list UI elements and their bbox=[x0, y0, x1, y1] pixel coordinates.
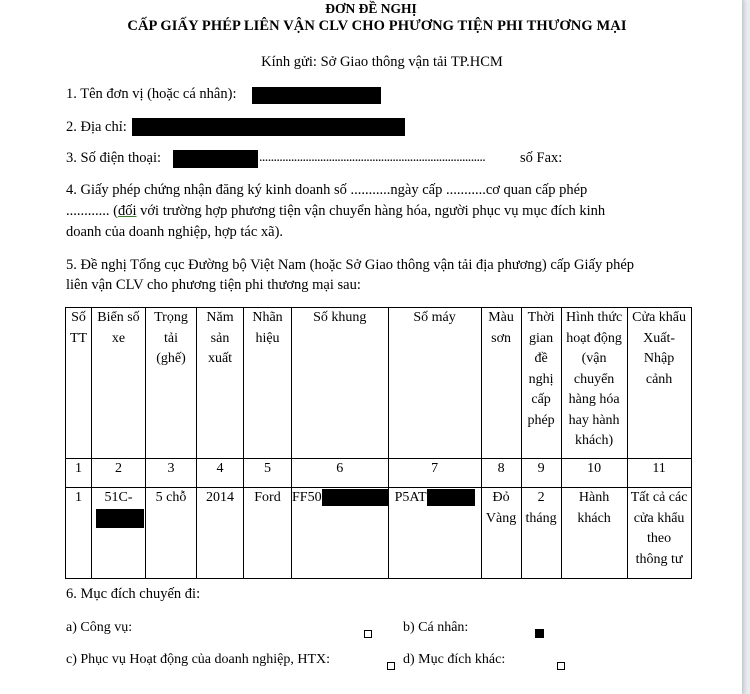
cell-line: chuyển bbox=[573, 371, 615, 387]
cell-line: Cửa khẩu bbox=[632, 310, 686, 325]
cell-line: đề bbox=[534, 351, 548, 366]
doc-title: ĐƠN ĐỀ NGHỊ bbox=[325, 1, 417, 16]
checkbox-ca-nhan[interactable] bbox=[535, 629, 544, 638]
cell-line: hoạt động bbox=[566, 330, 622, 346]
cell-line: Hình thức bbox=[565, 310, 623, 325]
header-cell bbox=[146, 308, 197, 459]
column-number: 8 bbox=[481, 459, 521, 488]
cell-line: cấp bbox=[531, 392, 551, 407]
header-cell bbox=[388, 308, 481, 459]
header-cell bbox=[92, 308, 146, 459]
cell-line: nghị bbox=[528, 371, 554, 387]
column-number: 4 bbox=[197, 459, 244, 488]
cell-line: (ghế) bbox=[156, 351, 186, 366]
cell-line: khách bbox=[577, 510, 611, 526]
cell-duration bbox=[521, 488, 561, 579]
item5-line1: 5. Đề nghị Tổng cục Đường bộ Việt Nam (hoặc Sở Giao thông vận tải địa phương) cấp Giấy phép bbox=[66, 257, 635, 273]
cell-line: Hành bbox=[578, 490, 610, 505]
cell-line: phép bbox=[527, 412, 555, 428]
option-a-label: a) Công vụ: bbox=[66, 620, 133, 635]
cell-capacity: 5 chỗ bbox=[146, 488, 197, 579]
column-number: 3 bbox=[146, 459, 197, 488]
item4-line1: 4. Giấy phép chứng nhận đăng ký kinh doanh số ...........ngày cấp ...........cơ quan cấp phép bbox=[66, 182, 588, 198]
doc-subtitle: CẤP GIẤY PHÉP LIÊN VẬN CLV CHO PHƯƠNG TIỆN PHI THƯƠNG MẠI bbox=[127, 18, 627, 34]
item5-line2: liên vận CLV cho phương tiện phi thương mại sau: bbox=[66, 277, 361, 293]
column-number: 1 bbox=[66, 459, 92, 488]
redacted-phone bbox=[173, 150, 258, 168]
cell-line: 2 bbox=[537, 490, 545, 505]
item1-label: 1. Tên đơn vị (hoặc cá nhân): bbox=[66, 86, 237, 102]
redacted-plate bbox=[96, 509, 144, 528]
cell-line: xuất bbox=[207, 351, 233, 366]
column-number: 7 bbox=[388, 459, 481, 488]
cell-line: Màu bbox=[488, 310, 514, 325]
cell-line: sơn bbox=[491, 330, 511, 346]
cell-line: xe bbox=[111, 330, 126, 346]
cell-engine: P5AT bbox=[388, 488, 481, 579]
option-b-label: b) Cá nhân: bbox=[403, 620, 469, 635]
redacted-address bbox=[132, 118, 405, 136]
cell-line: cảnh bbox=[645, 371, 673, 387]
cell-line: TT bbox=[69, 330, 88, 346]
table-number-row bbox=[66, 459, 692, 488]
header-cell bbox=[561, 308, 627, 459]
cell-line: theo bbox=[647, 531, 672, 546]
item3-dots: .............................................................................. bbox=[259, 150, 486, 165]
cell-line: thông tư bbox=[635, 551, 683, 567]
cell-line: Nhãn bbox=[252, 310, 283, 325]
cell-chassis: FF50 bbox=[292, 488, 389, 579]
cell-line: Số khung bbox=[313, 310, 367, 325]
cell-line: Biển số bbox=[97, 310, 140, 325]
cell-line: Thời bbox=[527, 310, 555, 325]
cell-line: Xuất- bbox=[643, 330, 676, 346]
header-cell bbox=[292, 308, 389, 459]
cell-line: hiệu bbox=[255, 330, 280, 346]
cell-plate: 51C- bbox=[92, 488, 146, 579]
cell-line: tải bbox=[164, 330, 178, 346]
header-cell bbox=[521, 308, 561, 459]
redacted-engine bbox=[427, 489, 475, 506]
table-header-row bbox=[66, 308, 692, 459]
column-number: 9 bbox=[521, 459, 561, 488]
redacted-chassis bbox=[322, 489, 388, 506]
cell-line: Năm bbox=[206, 310, 234, 325]
option-c-label: c) Phục vụ Hoạt động của doanh nghiệp, HTX: bbox=[66, 652, 330, 667]
header-cell bbox=[197, 308, 244, 459]
cell-brand: Ford bbox=[244, 488, 292, 579]
addressee: Kính gửi: Sở Giao thông vận tải TP.HCM bbox=[261, 54, 503, 70]
header-cell bbox=[481, 308, 521, 459]
item4-line2: ............ (đối với trường hợp phương tiện vận chuyển hàng hóa, người phục vụ mục đích kinh bbox=[66, 203, 606, 219]
cell-line: Vàng bbox=[485, 510, 517, 526]
cell-line: Trọng bbox=[154, 310, 188, 325]
item3-label: 3. Số điện thoại: bbox=[66, 150, 162, 166]
checkbox-cong-vu[interactable] bbox=[364, 630, 372, 638]
header-cell bbox=[627, 308, 691, 459]
table-row bbox=[66, 488, 692, 579]
cell-line: gian bbox=[529, 330, 554, 346]
cell-line: Đỏ bbox=[492, 490, 510, 505]
item3-fax: số Fax: bbox=[520, 150, 563, 166]
item2-label: 2. Địa chỉ: bbox=[66, 119, 127, 135]
checkbox-muc-dich-khac[interactable] bbox=[557, 662, 565, 670]
cell-stt: 1 bbox=[66, 488, 92, 579]
cell-line: hay hành bbox=[568, 412, 620, 428]
item6-label: 6. Mục đích chuyến đi: bbox=[66, 586, 201, 602]
column-number: 5 bbox=[244, 459, 292, 488]
header-cell bbox=[244, 308, 292, 459]
checkbox-doanh-nghiep[interactable] bbox=[387, 662, 395, 670]
cell-line: tháng bbox=[525, 510, 557, 526]
cell-line: khách) bbox=[575, 433, 614, 448]
cell-line: (vận bbox=[581, 351, 607, 366]
column-number: 10 bbox=[561, 459, 627, 488]
cell-line: Nhập bbox=[643, 351, 675, 366]
cell-line: cửa khẩu bbox=[633, 510, 685, 526]
cell-line: Số bbox=[71, 310, 86, 325]
column-number: 6 bbox=[292, 459, 389, 488]
redacted-name bbox=[252, 87, 381, 104]
cell-line: sản bbox=[210, 330, 230, 346]
vehicle-table bbox=[65, 307, 692, 579]
item4-line3: doanh của doanh nghiệp, hợp tác xã). bbox=[66, 224, 284, 240]
header-cell bbox=[66, 308, 92, 459]
cell-color bbox=[481, 488, 521, 579]
column-number: 2 bbox=[92, 459, 146, 488]
cell-type bbox=[561, 488, 627, 579]
cell-line: Số máy bbox=[413, 310, 456, 325]
cell-year: 2014 bbox=[197, 488, 244, 579]
cell-line: Tất cả các bbox=[630, 490, 688, 505]
cell-border-gate bbox=[627, 488, 691, 579]
cell-line: hàng hóa bbox=[568, 392, 620, 407]
column-number: 11 bbox=[627, 459, 691, 488]
option-d-label: d) Mục đích khác: bbox=[403, 652, 506, 667]
